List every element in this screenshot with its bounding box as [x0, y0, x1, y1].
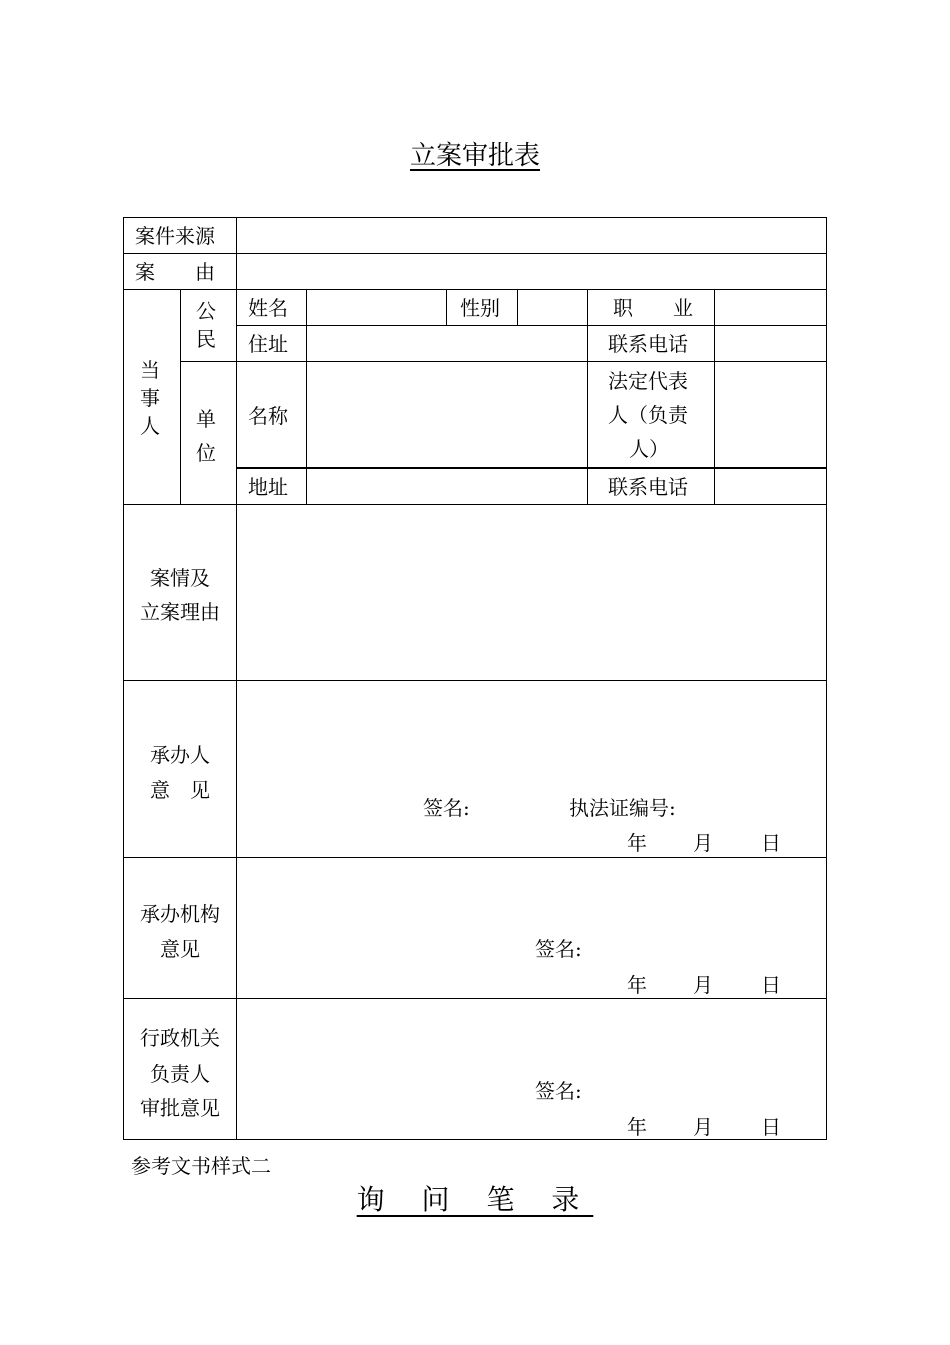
case-cause-field[interactable] — [237, 254, 826, 288]
org-name-field[interactable] — [307, 362, 586, 466]
dept-opinion-field[interactable] — [237, 858, 826, 932]
dept-date-day: 日 — [761, 973, 781, 997]
gender-field[interactable] — [518, 290, 586, 324]
dept-opinion-label-1: 承办机构 — [140, 902, 220, 926]
legal-rep-label-1: 法定代表 — [608, 369, 688, 393]
citizen-phone-field[interactable] — [715, 326, 826, 360]
citizen-address-label: 住址 — [248, 332, 288, 356]
name-label: 姓名 — [248, 296, 288, 320]
handler-date-month: 月 — [693, 831, 713, 855]
dept-opinion-label-2: 意见 — [160, 937, 200, 961]
dept-sign-label: 签名: — [535, 937, 582, 961]
handler-opinion-label-2: 意 见 — [150, 778, 210, 802]
case-reason-label-2: 立案理由 — [140, 600, 220, 624]
unit-phone-field[interactable] — [715, 469, 826, 503]
case-reason-label-1: 案情及 — [150, 566, 210, 590]
reference-note: 参考文书样式二 — [131, 1154, 271, 1178]
head-opinion-field[interactable] — [237, 999, 826, 1073]
citizen-address-field[interactable] — [307, 326, 586, 360]
occupation-field[interactable] — [715, 290, 826, 324]
citizen-label: 公民 — [196, 299, 216, 351]
head-opinion-label-1: 行政机关 — [140, 1026, 220, 1050]
dept-date-year: 年 — [627, 973, 647, 997]
unit-address-label: 地址 — [248, 475, 288, 499]
legal-rep-label-3: 人） — [629, 437, 669, 461]
case-reason-field[interactable] — [237, 505, 826, 679]
gender-label: 性别 — [460, 296, 500, 320]
unit-label: 单位 — [196, 407, 216, 465]
head-date-year: 年 — [627, 1115, 647, 1139]
unit-phone-label: 联系电话 — [608, 475, 688, 499]
head-date-month: 月 — [693, 1115, 713, 1139]
case-source-field[interactable] — [237, 219, 826, 252]
handler-date-day: 日 — [761, 831, 781, 855]
citizen-phone-label: 联系电话 — [608, 332, 688, 356]
head-date-day: 日 — [761, 1115, 781, 1139]
head-opinion-label-2: 负责人 — [150, 1062, 210, 1086]
org-name-label: 名称 — [248, 404, 288, 428]
legal-rep-label-2: 人（负责 — [608, 403, 688, 427]
occupation-label: 职 业 — [613, 296, 693, 320]
head-opinion-label-3: 审批意见 — [140, 1096, 220, 1120]
handler-date-year: 年 — [627, 831, 647, 855]
page-title: 立案审批表 — [409, 141, 540, 171]
handler-cert-label: 执法证编号: — [569, 796, 676, 820]
handler-sign-label: 签名: — [423, 796, 470, 820]
party-label: 当事人 — [140, 358, 160, 438]
handler-opinion-label-1: 承办人 — [150, 743, 210, 767]
dept-date-month: 月 — [693, 973, 713, 997]
next-document-title: 询 问 笔 录 — [356, 1183, 594, 1216]
legal-rep-field[interactable] — [715, 362, 826, 466]
name-field[interactable] — [307, 290, 445, 324]
case-source-label: 案件来源 — [135, 224, 215, 248]
head-sign-label: 签名: — [535, 1079, 582, 1103]
case-cause-label: 案 由 — [135, 260, 215, 284]
handler-opinion-field[interactable] — [237, 681, 826, 791]
unit-address-field[interactable] — [307, 469, 586, 503]
